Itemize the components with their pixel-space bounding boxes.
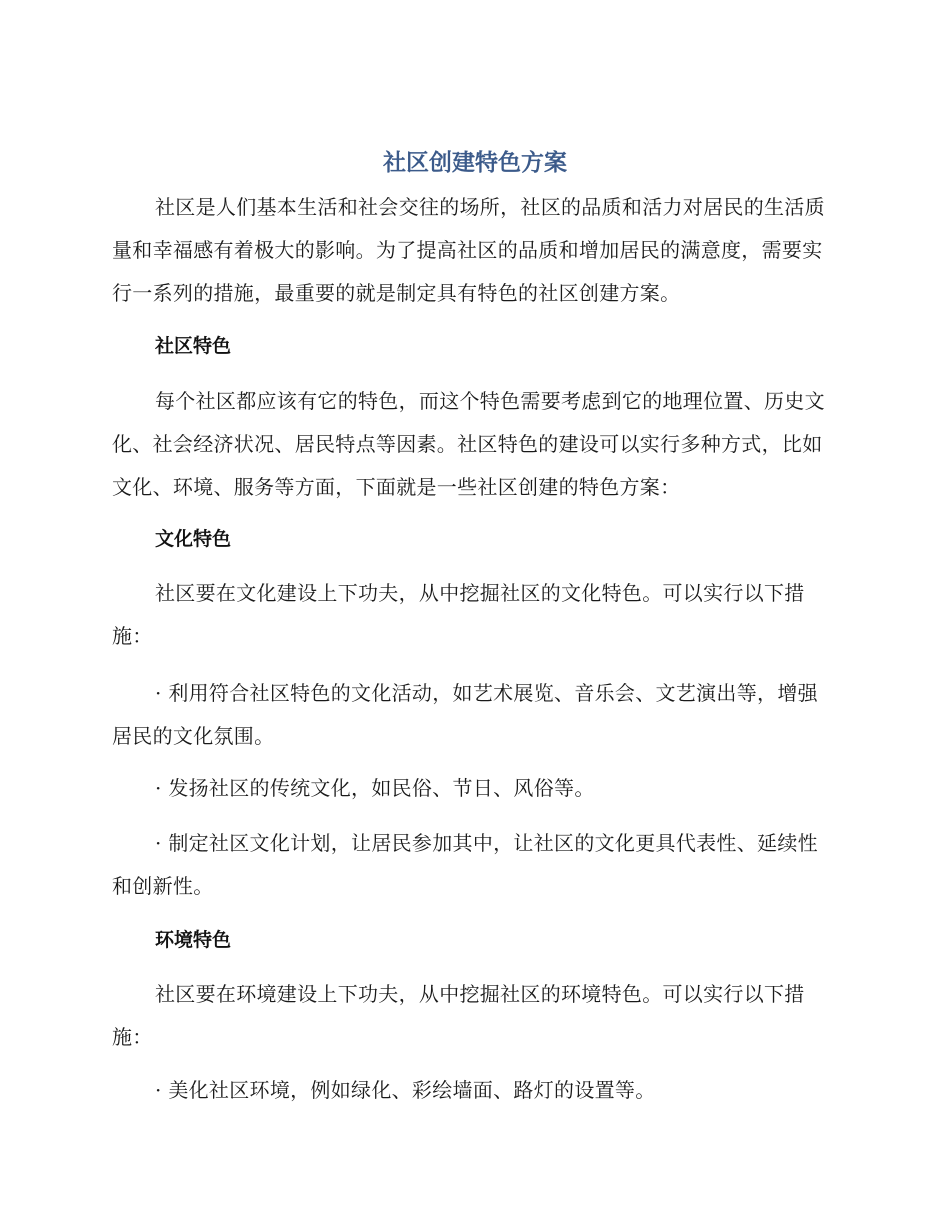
section-heading-culture: 文化特色 [155,528,232,550]
section-heading-environment: 环境特色 [155,929,232,951]
environment-paragraph: 社区要在环境建设上下功夫，从中挖掘社区的环境特色。可以实行以下措施： [112,982,805,1049]
culture-bullet-tradition: · 发扬社区的传统文化，如民俗、节日、风俗等。 [155,776,595,800]
section-heading-community-features: 社区特色 [155,335,232,357]
culture-bullet-plan: · 制定社区文化计划，让居民参加其中，让社区的文化更具代表性、延续性和创新性。 [112,831,818,898]
culture-paragraph: 社区要在文化建设上下功夫，从中挖掘社区的文化特色。可以实行以下措施： [112,581,805,648]
environment-bullet-beautify: · 美化社区环境，例如绿化、彩绘墙面、路灯的设置等。 [155,1078,656,1102]
document-title: 社区创建特色方案 [383,150,567,176]
culture-bullet-activities: · 利用符合社区特色的文化活动，如艺术展览、音乐会、文艺演出等，增强居民的文化氛围。 [112,681,818,748]
community-features-paragraph: 每个社区都应该有它的特色，而这个特色需要考虑到它的地理位置、历史文化、社会经济状况、居民特点等因素。社区特色的建设可以实行多种方式，比如文化、环境、服务等方面，下面就是一些社区创建的特色方案： [112,389,825,499]
intro-paragraph: 社区是人们基本生活和社会交往的场所，社区的品质和活力对居民的生活质量和幸福感有着极大的影响。为了提高社区的品质和增加居民的满意度，需要实行一系列的措施，最重要的就是制定具有特色的社区创建方案。 [112,195,825,305]
